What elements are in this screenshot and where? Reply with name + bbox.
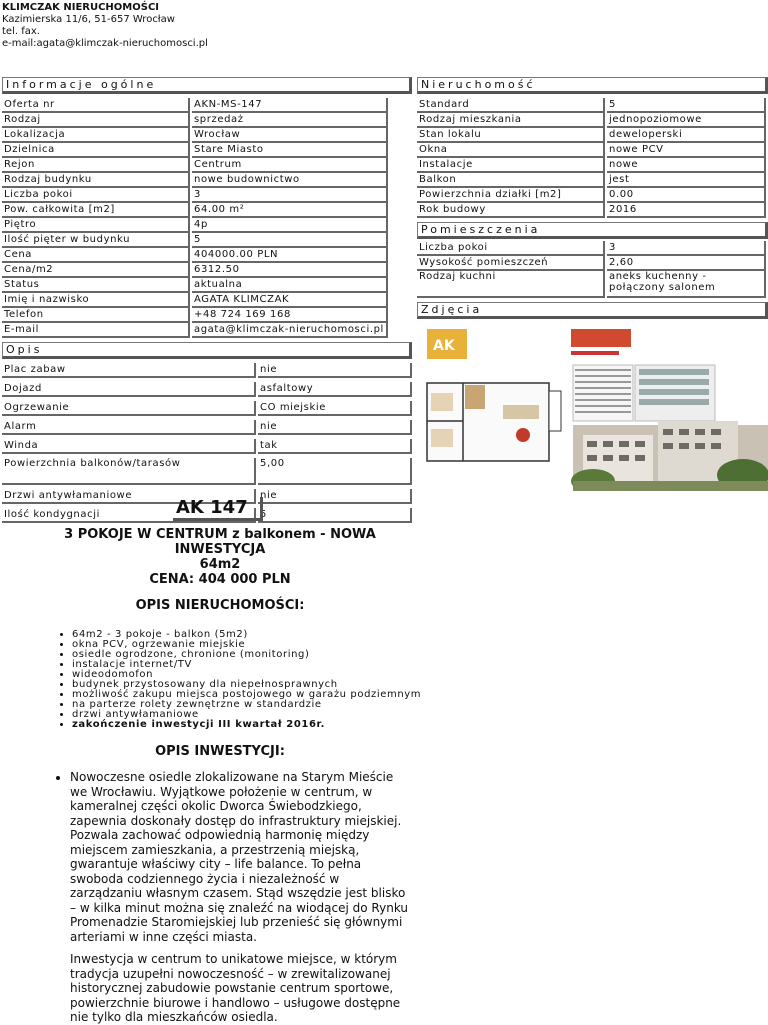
section-rooms-header: Pomieszczenia <box>417 222 768 239</box>
list-item: • drzwi antywłamaniowe <box>72 710 422 720</box>
row-value: jednopoziomowe <box>607 113 766 128</box>
row-value: +48 724 169 168 <box>192 308 388 323</box>
agency-address: Kazimierska 11/6, 51-657 Wrocław <box>2 14 175 25</box>
row-value: nie <box>258 420 412 435</box>
row-label: Telefon <box>2 308 190 323</box>
row-label: Rok budowy <box>417 203 605 218</box>
row-value: 2016 <box>607 203 766 218</box>
row-value: 4p <box>192 218 388 233</box>
list-item: • budynek przystosowany dla niepełnosprawnych <box>72 680 422 690</box>
row-value: Wrocław <box>192 128 388 143</box>
row-value: sprzedaż <box>192 113 388 128</box>
row-label: Dzielnica <box>2 143 190 158</box>
headline-line: CENA: 404 000 PLN <box>149 572 291 587</box>
row-label: Ilość kondygnacji <box>2 508 256 523</box>
row-value: 404000.00 PLN <box>192 248 388 263</box>
row-label: Rodzaj budynku <box>2 173 190 188</box>
investment-description <box>30 770 414 1025</box>
row-label: Dojazd <box>2 382 256 397</box>
row-label: Winda <box>2 439 256 454</box>
row-value: asfaltowy <box>258 382 412 397</box>
list-item: • okna PCV, ogrzewanie miejskie <box>72 640 422 650</box>
row-label: Ogrzewanie <box>2 401 256 416</box>
row-value: nowe budownictwo <box>192 173 388 188</box>
row-value: CO miejskie <box>258 401 412 416</box>
investment-paragraph: Inwestycja w centrum to unikatowe miejsce, w którym tradycja uzupełni nowoczesność – w zrewitalizowanej historycznej zabudowie powstanie centrum sportowe, powierzchnie biurowe i handlowo – usługowe dostępne nie tylko dla mieszkańców osiedla. <box>70 952 401 1024</box>
section-property-header: Nieruchomość <box>417 77 768 94</box>
row-label: Drzwi antywłamaniowe <box>2 489 256 504</box>
row-value: nowe <box>607 158 766 173</box>
features-title: OPIS NIERUCHOMOŚCI: <box>135 598 305 613</box>
photo-logo-text: AK <box>433 338 455 354</box>
row-label: Imię i nazwisko <box>2 293 190 308</box>
listing-code: AK 147 <box>173 497 263 521</box>
property-photo[interactable] <box>423 325 768 491</box>
list-item: • instalacje internet/TV <box>72 660 422 670</box>
row-label: Rodzaj mieszkania <box>417 113 605 128</box>
list-item: • możliwość zakupu miejsca postojowego w garażu podziemnym <box>72 690 422 700</box>
section-photos-header: Zdjęcia <box>417 302 768 319</box>
row-label: Powierzchnia działki [m2] <box>417 188 605 203</box>
agency-name: KLIMCZAK NIERUCHOMOŚCI <box>2 2 160 13</box>
row-value: 64.00 m² <box>192 203 388 218</box>
row-label: Rodzaj <box>2 113 190 128</box>
list-item: • zakończenie inwestycji III kwartał 2016r. <box>72 720 422 730</box>
row-value: jest <box>607 173 766 188</box>
row-label: Standard <box>417 98 605 113</box>
list-item: • 64m2 - 3 pokoje - balkon (5m2) <box>72 630 422 640</box>
row-value: 2,60 <box>607 256 766 271</box>
row-label: Liczba pokoi <box>2 188 190 203</box>
row-value: 5,00 <box>258 458 412 485</box>
row-label: Rejon <box>2 158 190 173</box>
headline-line: INWESTYCJA <box>174 542 266 557</box>
investment-paragraph: • Nowoczesne osiedle zlokalizowane na Starym Mieście we Wrocławiu. Wyjątkowe położenie w centrum, w kameralnej części okolic Dworca Świebodzkiego, zapewnia doskonały dostęp do infrastruktury miejskiej. Pozwala zachować odpowiednią harmonię między miejscem zamieszkania, a przestrzenią miejską, gwarantuje właściwy city – life balance. To pełna swoboda codziennego życia i niezależność w zarządzaniu własnym czasem. Stąd wszędzie jest blisko – w kilka minut można się znaleźć na wiodącej do Rynku Promenadzie Staromiejskiej lub przenieść się głównymi arteriami w inne części miasta. <box>70 770 414 944</box>
headline-line: 64m2 <box>199 557 241 572</box>
section-description-header: Opis <box>2 342 412 359</box>
row-value: nie <box>258 363 412 378</box>
row-label: Instalacje <box>417 158 605 173</box>
listing-headline <box>30 527 410 587</box>
row-value: Centrum <box>192 158 388 173</box>
row-label: Plac zabaw <box>2 363 256 378</box>
row-label: Piętro <box>2 218 190 233</box>
row-label: Ilość pięter w budynku <box>2 233 190 248</box>
row-label: Rodzaj kuchni <box>417 271 605 298</box>
row-value: agata@klimczak-nieruchomosci.pl <box>192 323 388 338</box>
row-label: Liczba pokoi <box>417 241 605 256</box>
features-list <box>32 630 422 730</box>
row-value: AGATA KLIMCZAK <box>192 293 388 308</box>
headline-line: 3 POKOJE W CENTRUM z balkonem - NOWA <box>64 527 376 542</box>
section-general-header: Informacje ogólne <box>2 77 412 94</box>
row-value: aneks kuchenny - połączony salonem <box>607 271 766 298</box>
agency-header <box>2 2 208 50</box>
row-value: AKN-MS-147 <box>192 98 388 113</box>
row-value: 6312.50 <box>192 263 388 278</box>
row-value: deweloperski <box>607 128 766 143</box>
list-item: • wideodomofon <box>72 670 422 680</box>
row-label: Wysokość pomieszczeń <box>417 256 605 271</box>
row-value: 0.00 <box>607 188 766 203</box>
row-label: Stan lokalu <box>417 128 605 143</box>
row-label: Alarm <box>2 420 256 435</box>
row-label: Powierzchnia balkonów/tarasów <box>2 458 256 485</box>
row-value: aktualna <box>192 278 388 293</box>
row-label: Oferta nr <box>2 98 190 113</box>
row-value: 3 <box>192 188 388 203</box>
row-label: Pow. całkowita [m2] <box>2 203 190 218</box>
row-value: 5 <box>258 508 412 523</box>
row-value: 5 <box>607 98 766 113</box>
agency-phone: tel. fax. <box>2 26 40 37</box>
agency-email: e-mail:agata@klimczak-nieruchomosci.pl <box>2 38 208 49</box>
list-item: • na parterze rolety zewnętrzne w standardzie <box>72 700 422 710</box>
row-label: Cena <box>2 248 190 263</box>
row-value: 3 <box>607 241 766 256</box>
row-value: 5 <box>192 233 388 248</box>
row-label: Cena/m2 <box>2 263 190 278</box>
list-item: • osiedle ogrodzone, chronione (monitoring) <box>72 650 422 660</box>
row-value: nowe PCV <box>607 143 766 158</box>
row-label: Okna <box>417 143 605 158</box>
investment-title: OPIS INWESTYCJI: <box>155 744 285 759</box>
row-label: Balkon <box>417 173 605 188</box>
row-label: Status <box>2 278 190 293</box>
row-label: E-mail <box>2 323 190 338</box>
row-value: Stare Miasto <box>192 143 388 158</box>
row-label: Lokalizacja <box>2 128 190 143</box>
row-value: tak <box>258 439 412 454</box>
row-value: nie <box>258 489 412 504</box>
